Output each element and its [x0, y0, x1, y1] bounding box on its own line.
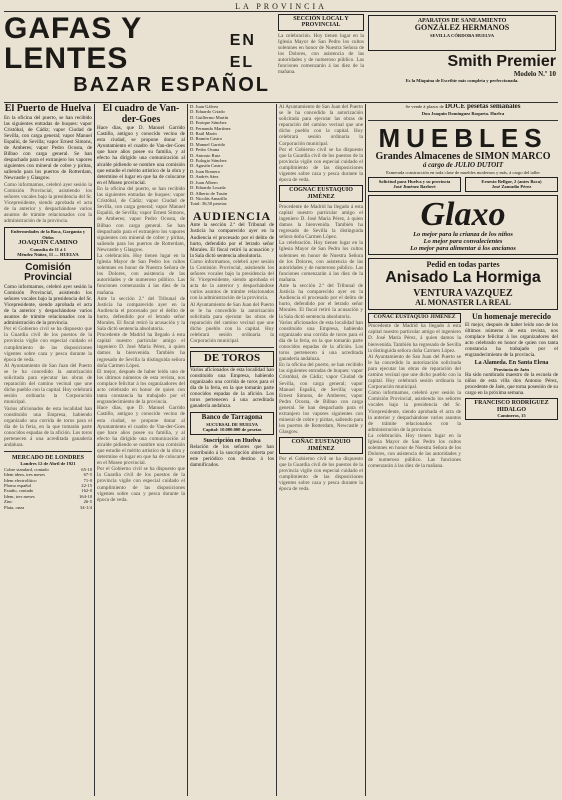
list-item: D. Eduardo Losada: [190, 185, 226, 191]
cuadro-text-4: Ante la sección 2.ª del Tribunal de Justicia ha comparecido ayer en la Audiencia el procesado por el delito de hurto, defendido por el letrado señor Morales. El fiscal retiró la acusación y la Sala dictó sentencia absolutoria.: [97, 295, 185, 333]
agent-right-sub: José Zamudio Pérez: [491, 184, 532, 190]
list-item: D. Agustín Castro: [190, 163, 224, 169]
list-item: D. Raúl Marín: [190, 131, 217, 137]
bottom-right-col-b: [465, 313, 558, 469]
mercado-item: Idem idem, tres meses: [4, 472, 46, 478]
comision-text: Como informamos, celebró ayer sesión la Comisión Provincial, asistiendo los señores vocales bajo la presidencia del Sr. Vicepresidente, siendo aprobada el acta de la anterior y despachándose varios asuntos de trámite relacionados con la administración de la provincia.: [4, 283, 92, 327]
alameda-text: Ha sido nombrado maestro de la escuela de niños de esta villa don Antonio Pérez, procedente de Jaén, que toma posesión de su cargo en la próxima semana.: [465, 372, 558, 397]
mercado-price: 162-0: [81, 488, 92, 494]
seccion-text: La celebración. Hoy tienen lugar en la Iglesia Mayor de San Pedro los cultos solemnes en honor de Nuestra Señora de los Dolores, con asistencia de las autoridades y de numeroso público. Las funciones comenzarán á las diez de la mañana.: [278, 32, 364, 76]
smith-text: Es la Máquina de Escribir más completa y perfeccionada.: [405, 78, 519, 84]
toros-title: DE TOROS: [190, 351, 274, 367]
audiencia-text-3: Al Ayuntamiento de San Juan del Puerto se le ha concedido la autorización solicitada para ejecutar las obras de reparación del camino vecinal que une dicho pueblo con la capital. Hoy celebrará sesión ordinaria la Corporación municipal.: [190, 301, 274, 345]
mercado-sub: Londres 12 de Abril de 1921: [20, 461, 76, 467]
glaxo-logo: Glaxo: [420, 195, 506, 233]
audiencia-text-2: Como informamos, celebró ayer sesión la Comisión Provincial, asistiendo los señores vocales bajo la presidencia del Sr. Vicepresidente, siendo aprobada el acta de la anterior y despachándose varios asuntos de trámite relacionados con la administración de la provincia.: [190, 258, 274, 302]
seccion-title: SECCIÓN LOCAL Y PROVINCIAL: [278, 14, 364, 31]
list-item: D. Fernando Martínez: [190, 125, 231, 131]
homenaje-title: Un homenaje merecido: [472, 313, 551, 322]
sanitation-title: APARATOS DE SANEAMIENTO: [417, 18, 507, 24]
list-item: Total: 36,50 pesetas: [190, 201, 227, 207]
mercado-table: [4, 467, 92, 510]
bra-text-2: Al Ayuntamiento de San Juan del Puerto se le ha concedido la autorización solicitada para ejecutar las obras de reparación del camino vecinal que une dicho pueblo con la capital. Hoy celebrará sesión ordinaria la Corporación municipal.: [368, 353, 461, 391]
list-item: D. Antonio Ruiz: [190, 152, 221, 158]
cuadro-text-8: Por el Gobierno civil se ha dispuesto que la Guardia civil de los puestos de la provincia vigile con especial cuidado el cumplimiento de las disposiciones vigentes sobre caza y pesca durante la época de veda.: [97, 466, 185, 503]
mercado-price: 164-10: [78, 493, 92, 499]
glaxo-ad: [368, 195, 558, 255]
mercado-item: Plomo español: [4, 483, 32, 489]
cognac-ad-1: COGNAC EUSTAQUIO JIMÉNEZ: [279, 185, 363, 202]
doctor-street: Méndez Núñez, 11 — HUELVA: [17, 252, 79, 258]
gafas-ad: [4, 14, 276, 100]
rodriguez-name: FRANCISCO RODRÍGUEZ HIDALGO: [474, 400, 549, 413]
bottom-right-columns: [368, 313, 558, 469]
agent-left: [368, 177, 461, 192]
bank-sub: SUCURSAL DE HUELVA: [206, 421, 258, 427]
audiencia-title: AUDIENCIA: [192, 208, 272, 223]
gafas-bazar: BAZAR ESPAÑOL: [73, 74, 270, 96]
ventura-sub: AL MONASTER LA REAL: [415, 298, 511, 307]
bank-name: Banco de Tarragona: [201, 413, 263, 422]
cuadro-title: El cuadro de Van-der-Goes: [102, 104, 180, 125]
left-column: [4, 104, 92, 794]
cognac-ad-2: COÑAC EUSTAQUIO JIMÉNEZ: [279, 437, 363, 454]
agents-row: [368, 177, 558, 192]
col4-text-1: Al Ayuntamiento de San Juan del Puerto se le ha concedido la autorización solicitada para ejecutar las obras de reparación del camino vecinal que une dicho pueblo con la capital. Hoy celebrará sesión ordinaria la Corporación municipal.: [279, 104, 363, 147]
cognac-ad-3: COÑAC EUSTAQUIO JIMÉNEZ: [368, 313, 461, 323]
col4-text-7: En la oficina del puerto, se han recibido las siguientes entradas de buques: vapor Cristóbal, de Cádiz; vapor Ciudad de Sevilla, con carga general; vapor Manuel Espaliú, de Sevilla; vapor Ernest Simons, de Amberes; vapor Pedro Ocosta, de Bilbao con carga general. Se han despachado para el extranjero los vapores siguientes con mineral de cobre y piritas, saliendo para los puertos de Rotterdam, Newcastle y Glasgow.: [279, 362, 363, 436]
rodriguez-sub: Camineros, 15: [497, 413, 526, 419]
sanitation-company: GONZÁLEZ HERMANOS: [414, 23, 510, 33]
list-item: D. Guillermo Martín: [190, 114, 229, 120]
glaxo-tag-1: Lo mejor para la crianza de los niños: [413, 230, 513, 238]
gafas-en-el: EN EL: [229, 32, 256, 71]
cuadro-text-6: El mejor, después de haber leído uno de los últimos números de esta revista, nos complace felicitar á los organizadores del acto celebrado en honor de quien con tanta constancia ha trabajado por el engrandecimiento de la provincia.: [97, 368, 185, 406]
list-item: D. Juan Albero: [190, 179, 218, 185]
list-item: D. Pedro Osuna: [190, 147, 220, 153]
col4-text-8: Por el Gobierno civil se ha dispuesto que la Guardia civil de los puestos de la provincia vigile con especial cuidado el cumplimiento de las disposiciones vigentes sobre caza y pesca durante la época de veda.: [279, 455, 363, 493]
fourth-column: [279, 104, 363, 794]
seccion-local: [278, 14, 364, 100]
mercado-item: Idem, tres meses: [4, 493, 35, 499]
cuadro-text-3: La celebración. Hoy tienen lugar en la Iglesia Mayor de San Pedro los cultos solemnes en honor de Nuestra Señora de los Dolores, con asistencia de las autoridades y de numeroso público. Las funciones comenzarán á las diez de la mañana.: [97, 252, 185, 296]
homenaje-text: El mejor, después de haber leído uno de los últimos números de esta revista, nos complace felicitar á los organizadores del acto celebrado en honor de quien con tanta constancia ha trabajado por el engrandecimiento de la provincia.: [465, 321, 558, 359]
mercado-price: 71-0: [83, 477, 92, 483]
mercado-price: 65-10: [81, 466, 92, 472]
masthead: LA PROVINCIA: [4, 2, 558, 12]
mercado-item: Cobre standard, contado: [4, 466, 49, 472]
bank-ad: [190, 412, 274, 434]
bottom-right-col-a: [368, 313, 461, 469]
bra-text-1: Procedente de Madrid ha llegado á esta capital nuestro particular amigo el ingeniero D. José María Pérez, á quien damos la bienvenida. También ha regresado de Sevilla la distinguida señora doña Carmen López.: [368, 323, 461, 354]
smith-title: Smith Premier: [447, 54, 556, 70]
puerto-text-2: Como informamos, celebró ayer sesión la Comisión Provincial, asistiendo los señores vocales bajo la presidencia del Sr. Vicepresidente, siendo aprobada el acta de la anterior y despachándose varios asuntos de trámite relacionados con la administración de la provincia.: [4, 181, 92, 225]
list-item: D. Andrés Sáez: [190, 174, 219, 180]
rodriguez-ad: [465, 398, 558, 420]
glaxo-tag-3: Lo mejor para alimentar á los ancianos: [410, 244, 516, 252]
list-item: D. Juan Romero: [190, 168, 220, 174]
agent-right-name: Ernesto Bellgor, 2 (antes Boca): [481, 179, 542, 185]
smith-price-value: DOCE pesetas semanales: [444, 104, 521, 110]
agent-right: [465, 177, 558, 192]
bra-text-4: La celebración. Hoy tienen lugar en la Iglesia Mayor de San Pedro los cultos solemnes en honor de Nuestra Señora de los Dolores, con asistencia de las autoridades y de numeroso público. Las funciones comenzarán á las diez de la mañana.: [368, 432, 461, 470]
sanitation-city: SEVILLA CÓRDOBA HUELVA: [429, 32, 495, 38]
list-item: D. Juan Gálvez: [190, 104, 219, 109]
list-item: D. Manuel Garrido: [190, 141, 226, 147]
almacenes-sub: á cargo de JULIO DUTOIT: [422, 161, 504, 170]
list-item: D. Ramón Castro: [190, 136, 223, 142]
mercado-item: Plata, onza: [4, 504, 25, 510]
col4-text-4: La celebración. Hoy tienen lugar en la Iglesia Mayor de San Pedro los cultos solemnes en honor de Nuestra Señora de los Dolores, con asistencia de las autoridades y de numeroso público. Las funciones comenzarán á las diez de la mañana.: [279, 240, 363, 283]
doctor-name: JOAQUIN CAMINO: [18, 239, 78, 246]
smith-agent: Don Joaquín Domínguez Roqueta. Huelva: [421, 111, 505, 117]
doctor-specialty: Enfermedades de la Boca, Garganta y Oídos: [10, 229, 86, 240]
list-item: D. Eulogio Sánchez: [190, 158, 227, 164]
smith-model: Modelo N.º 10: [513, 69, 556, 78]
cuadro-text-7: Hace días, que D. Manuel Garrido Castillo, antiguo y conocido vecino de esta ciudad, se propone donar al Ayuntamiento el cuadro de Van-der-Goes que hace años posee su familia, y al efecto ha dirigido una comunicación al alcalde pidiendo se nombre una comisión que estudie el mérito artístico de la obra y determine el lugar en que ha de colocarse en el Museo provincial.: [97, 405, 185, 467]
audiencia-text: Ante la sección 2.ª del Tribunal de Justicia ha comparecido ayer en la Audiencia el procesado por el delito de hurto, defendido por el letrado señor Morales. El fiscal retiró la acusación y la Sala dictó sentencia absolutoria.: [190, 222, 274, 259]
almacenes-text: Esmerada construcción en toda clase de muebles modernos y más, á cargo del taller: [386, 169, 540, 175]
smith-ad: [368, 54, 556, 100]
third-column: [190, 104, 274, 794]
list-item: D. Nicolás Amarillo: [190, 195, 228, 201]
muebles-headline: MUEBLES: [378, 122, 548, 153]
bank-capital: Capital: 10.000.000 de pesetas: [202, 427, 262, 433]
smith-price: [368, 104, 558, 109]
puerto-title: El Puerto de Huelva: [4, 104, 92, 114]
alameda-title: La Alameda. En Santa Elena: [474, 360, 549, 367]
ventura-name: VENTURA VAZQUEZ: [413, 287, 513, 299]
anis-ad: [368, 258, 558, 310]
alameda-sub: Provincia de Jaén: [494, 366, 529, 372]
mercado-item: Zinc: [4, 499, 13, 505]
subscripcion-text: Relación de los señores que han contribuido á la suscripción abierta por este periódico con destino á los damnificados.: [190, 443, 274, 469]
anis-pre: Pedid en todas partes: [426, 260, 500, 270]
cuadro-text: Hace días, que D. Manuel Garrido Castillo, antiguo y conocido vecino de esta ciudad, se propone donar al Ayuntamiento el cuadro de Van-der-Goes que hace años posee su familia, y al efecto ha dirigido una comunicación al alcalde pidiendo se nombre una comisión que estudie el mérito artístico de la obra y determine el lugar en que ha de colocarse en el Museo provincial.: [97, 125, 185, 186]
cuadro-text-2: En la oficina del puerto, se han recibido las siguientes entradas de buques: vapor Cristóbal, de Cádiz; vapor Ciudad de Sevilla, con carga general; vapor Manuel Espaliú, de Sevilla; vapor Ernest Simons, de Amberes; vapor Pedro Ocosta, de Bilbao con carga general. Se han despachado para el extranjero los vapores siguientes con mineral de cobre y piritas, saliendo para los puertos de Rotterdam, Newcastle y Glasgow.: [97, 185, 185, 253]
agent-left-title: Solicitud para Huelva y su provincia: [378, 179, 451, 185]
mercado-title: MERCADO DE LONDRES: [11, 455, 84, 462]
almacenes-title: Grandes Almacenes de SIMON MARCO: [375, 150, 551, 162]
doctor-ad: [4, 227, 92, 259]
list-item: D. Alberto de Tusón: [190, 190, 228, 196]
comision-title: Comisión Provincial: [24, 261, 72, 284]
col4-text-5: Ante la sección 2.ª del Tribunal de Justicia ha comparecido ayer en la Audiencia el procesado por el delito de hurto, defendido por el letrado señor Morales. El fiscal retiró la acusación y la Sala dictó sentencia absolutoria.: [279, 283, 363, 320]
col4-text-3: Procedente de Madrid ha llegado á esta capital nuestro particular amigo el ingeniero D. José María Pérez, á quien damos la bienvenida. También ha regresado de Sevilla la distinguida señora doña Carmen López.: [279, 203, 363, 241]
anis-name: Anisado La Hormiga: [385, 268, 541, 286]
col4-text-2: Por el Gobierno civil se ha dispuesto que la Guardia civil de los puestos de la provincia vigile con especial cuidado el cumplimiento de las disposiciones vigentes sobre caza y pesca durante la época de veda.: [279, 146, 363, 184]
right-column: [368, 104, 558, 794]
list-item: D. Eduardo Criado: [190, 109, 225, 115]
mercado-item: Estaño, contado: [4, 488, 34, 494]
comision-text-3: Al Ayuntamiento de San Juan del Puerto se le ha concedido la autorización solicitada para ejecutar las obras de reparación del camino vecinal que une dicho pueblo con la capital. Hoy celebrará sesión ordinaria la Corporación municipal.: [4, 362, 92, 406]
toros-text: Varios aficionados de esta localidad han constituido una Empresa, habiendo organizado una corrida de toros para el día de la feria, en la que tomarán parte conocidos espadas de la afición. Los toros pertenecen á una acreditada ganadería andaluza.: [190, 366, 274, 410]
col4-text-6: Varios aficionados de esta localidad han constituido una Empresa, habiendo organizado una corrida de toros para el día de la feria, en la que tomarán parte conocidos espadas de la afición. Los toros pertenecen á una acreditada ganadería andaluza.: [279, 319, 363, 363]
subscripcion-title: Suscripción en Huelva: [203, 437, 261, 444]
comision-text-4: Varios aficionados de esta localidad han constituido una Empresa, habiendo organizado una corrida de toros para el día de la feria, en la que tomarán parte conocidos espadas de la afición. Los toros pertenecen á una acreditada ganadería andaluza.: [4, 405, 92, 449]
mercado-price: 22-15: [81, 483, 92, 489]
smith-price-prefix: Se vende á plazos de: [405, 104, 444, 109]
gafas-headline: GAFAS Y LENTES: [4, 14, 142, 75]
mercado-price: 67-5: [83, 472, 92, 478]
sanitation-ad: [368, 15, 556, 51]
agent-left-name: José Jiménez Barbert: [393, 184, 436, 190]
mercado-item: Idem electrolítico: [4, 477, 37, 483]
puerto-text: En la oficina del puerto, se han recibido las siguientes entradas de buques: vapor Cristóbal, de Cádiz; vapor Ciudad de Sevilla, con carga general; vapor Manuel Espaliú, de Sevilla; vapor Ernest Simons, de Amberes; vapor Pedro Ocosta, de Bilbao con carga general. Se han despachado para el extranjero los vapores siguientes con mineral de cobre y piritas, saliendo para los puertos de Rotterdam, Newcastle y Glasgow.: [4, 114, 92, 182]
mercado-price: 26-5: [83, 499, 92, 505]
second-column: [97, 104, 185, 794]
names-list: [190, 104, 274, 207]
doctor-hours: Consulta de 11 á 1: [30, 246, 66, 252]
comision-text-2: Por el Gobierno civil se ha dispuesto que la Guardia civil de los puestos de la provincia vigile con especial cuidado el cumplimiento de las disposiciones vigentes sobre caza y pesca durante la época de veda.: [4, 326, 92, 363]
mercado-price: 34-1/4: [80, 504, 92, 510]
mercado-row: [4, 505, 92, 510]
cuadro-text-5: Procedente de Madrid ha llegado á esta capital nuestro particular amigo el ingeniero D. José María Pérez, á quien damos la bienvenida. También ha regresado de Sevilla la distinguida señora doña Carmen López.: [97, 332, 185, 369]
list-item: D. Enrique Sánchez: [190, 120, 227, 126]
bra-text-3: Como informamos, celebró ayer sesión la Comisión Provincial, asistiendo los señores vocales bajo la presidencia del Sr. Vicepresidente, siendo aprobada el acta de la anterior y despachándose varios asuntos de trámite relacionados con la administración de la provincia.: [368, 390, 461, 433]
glaxo-tag-2: Lo mejor para convalecientes: [423, 237, 503, 245]
